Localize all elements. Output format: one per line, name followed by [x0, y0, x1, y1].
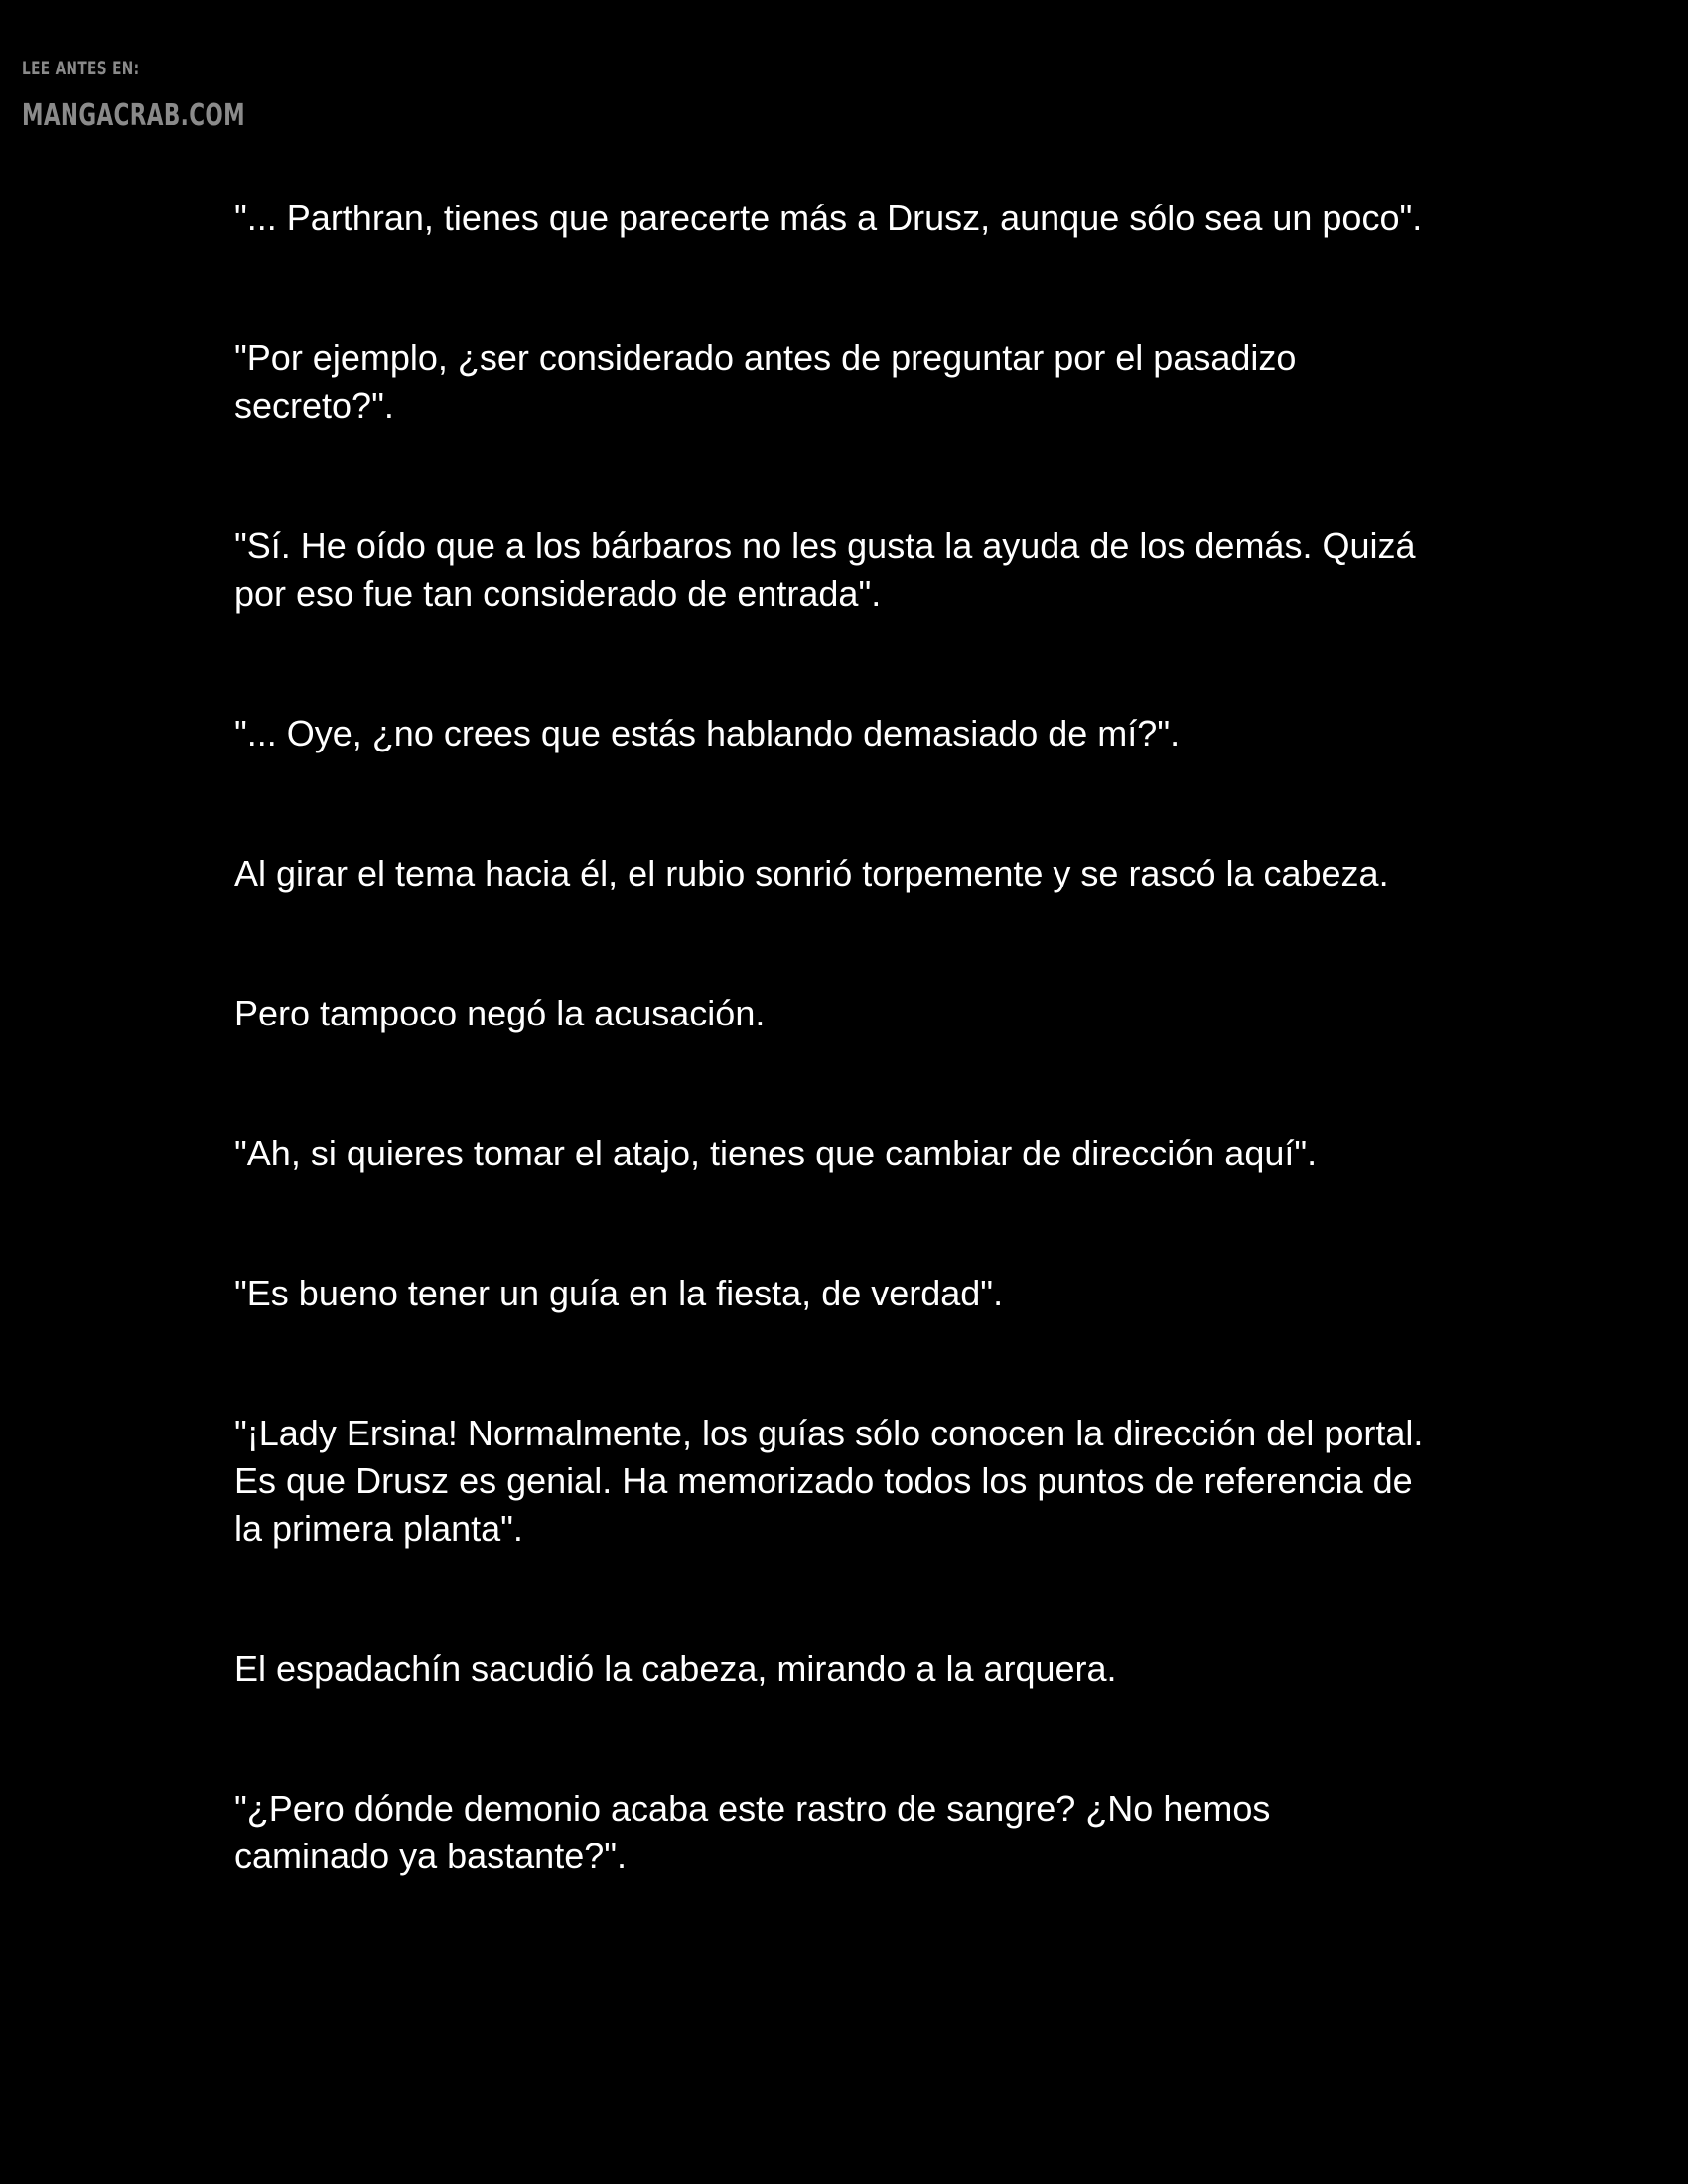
paragraph: "Ah, si quieres tomar el atajo, tienes que cambiar de dirección aquí". [234, 1133, 1318, 1173]
site-watermark [22, 58, 245, 133]
story-text [234, 195, 1426, 1973]
paragraph: "Sí. He oído que a los bárbaros no les gusta la ayuda de los demás. Quizá por eso fue tan considerado de entrada". [234, 525, 1416, 614]
paragraph: "Es bueno tener un guía en la fiesta, de verdad". [234, 1273, 1004, 1313]
paragraph: "¿Pero dónde demonio acaba este rastro de sangre? ¿No hemos caminado ya bastante?". [234, 1788, 1271, 1876]
paragraph: El espadachín sacudió la cabeza, mirando a la arquera. [234, 1648, 1117, 1689]
paragraph: "... Parthran, tienes que parecerte más a Drusz, aunque sólo sea un poco". [234, 198, 1423, 238]
paragraph: Al girar el tema hacia él, el rubio sonrió torpemente y se rascó la cabeza. [234, 853, 1389, 893]
paragraph: "... Oye, ¿no crees que estás hablando demasiado de mí?". [234, 713, 1181, 753]
watermark-read-first-label: LEE ANTES EN: [22, 58, 140, 79]
paragraph: "¡Lady Ersina! Normalmente, los guías sólo conocen la dirección del portal. Es que Drusz es genial. Ha memorizado todos los puntos de referencia de la primera planta". [234, 1413, 1424, 1549]
watermark-site-name: MANGACRAB.COM [22, 98, 246, 133]
paragraph: "Por ejemplo, ¿ser considerado antes de preguntar por el pasadizo secreto?". [234, 338, 1297, 426]
paragraph: Pero tampoco negó la acusación. [234, 993, 766, 1033]
